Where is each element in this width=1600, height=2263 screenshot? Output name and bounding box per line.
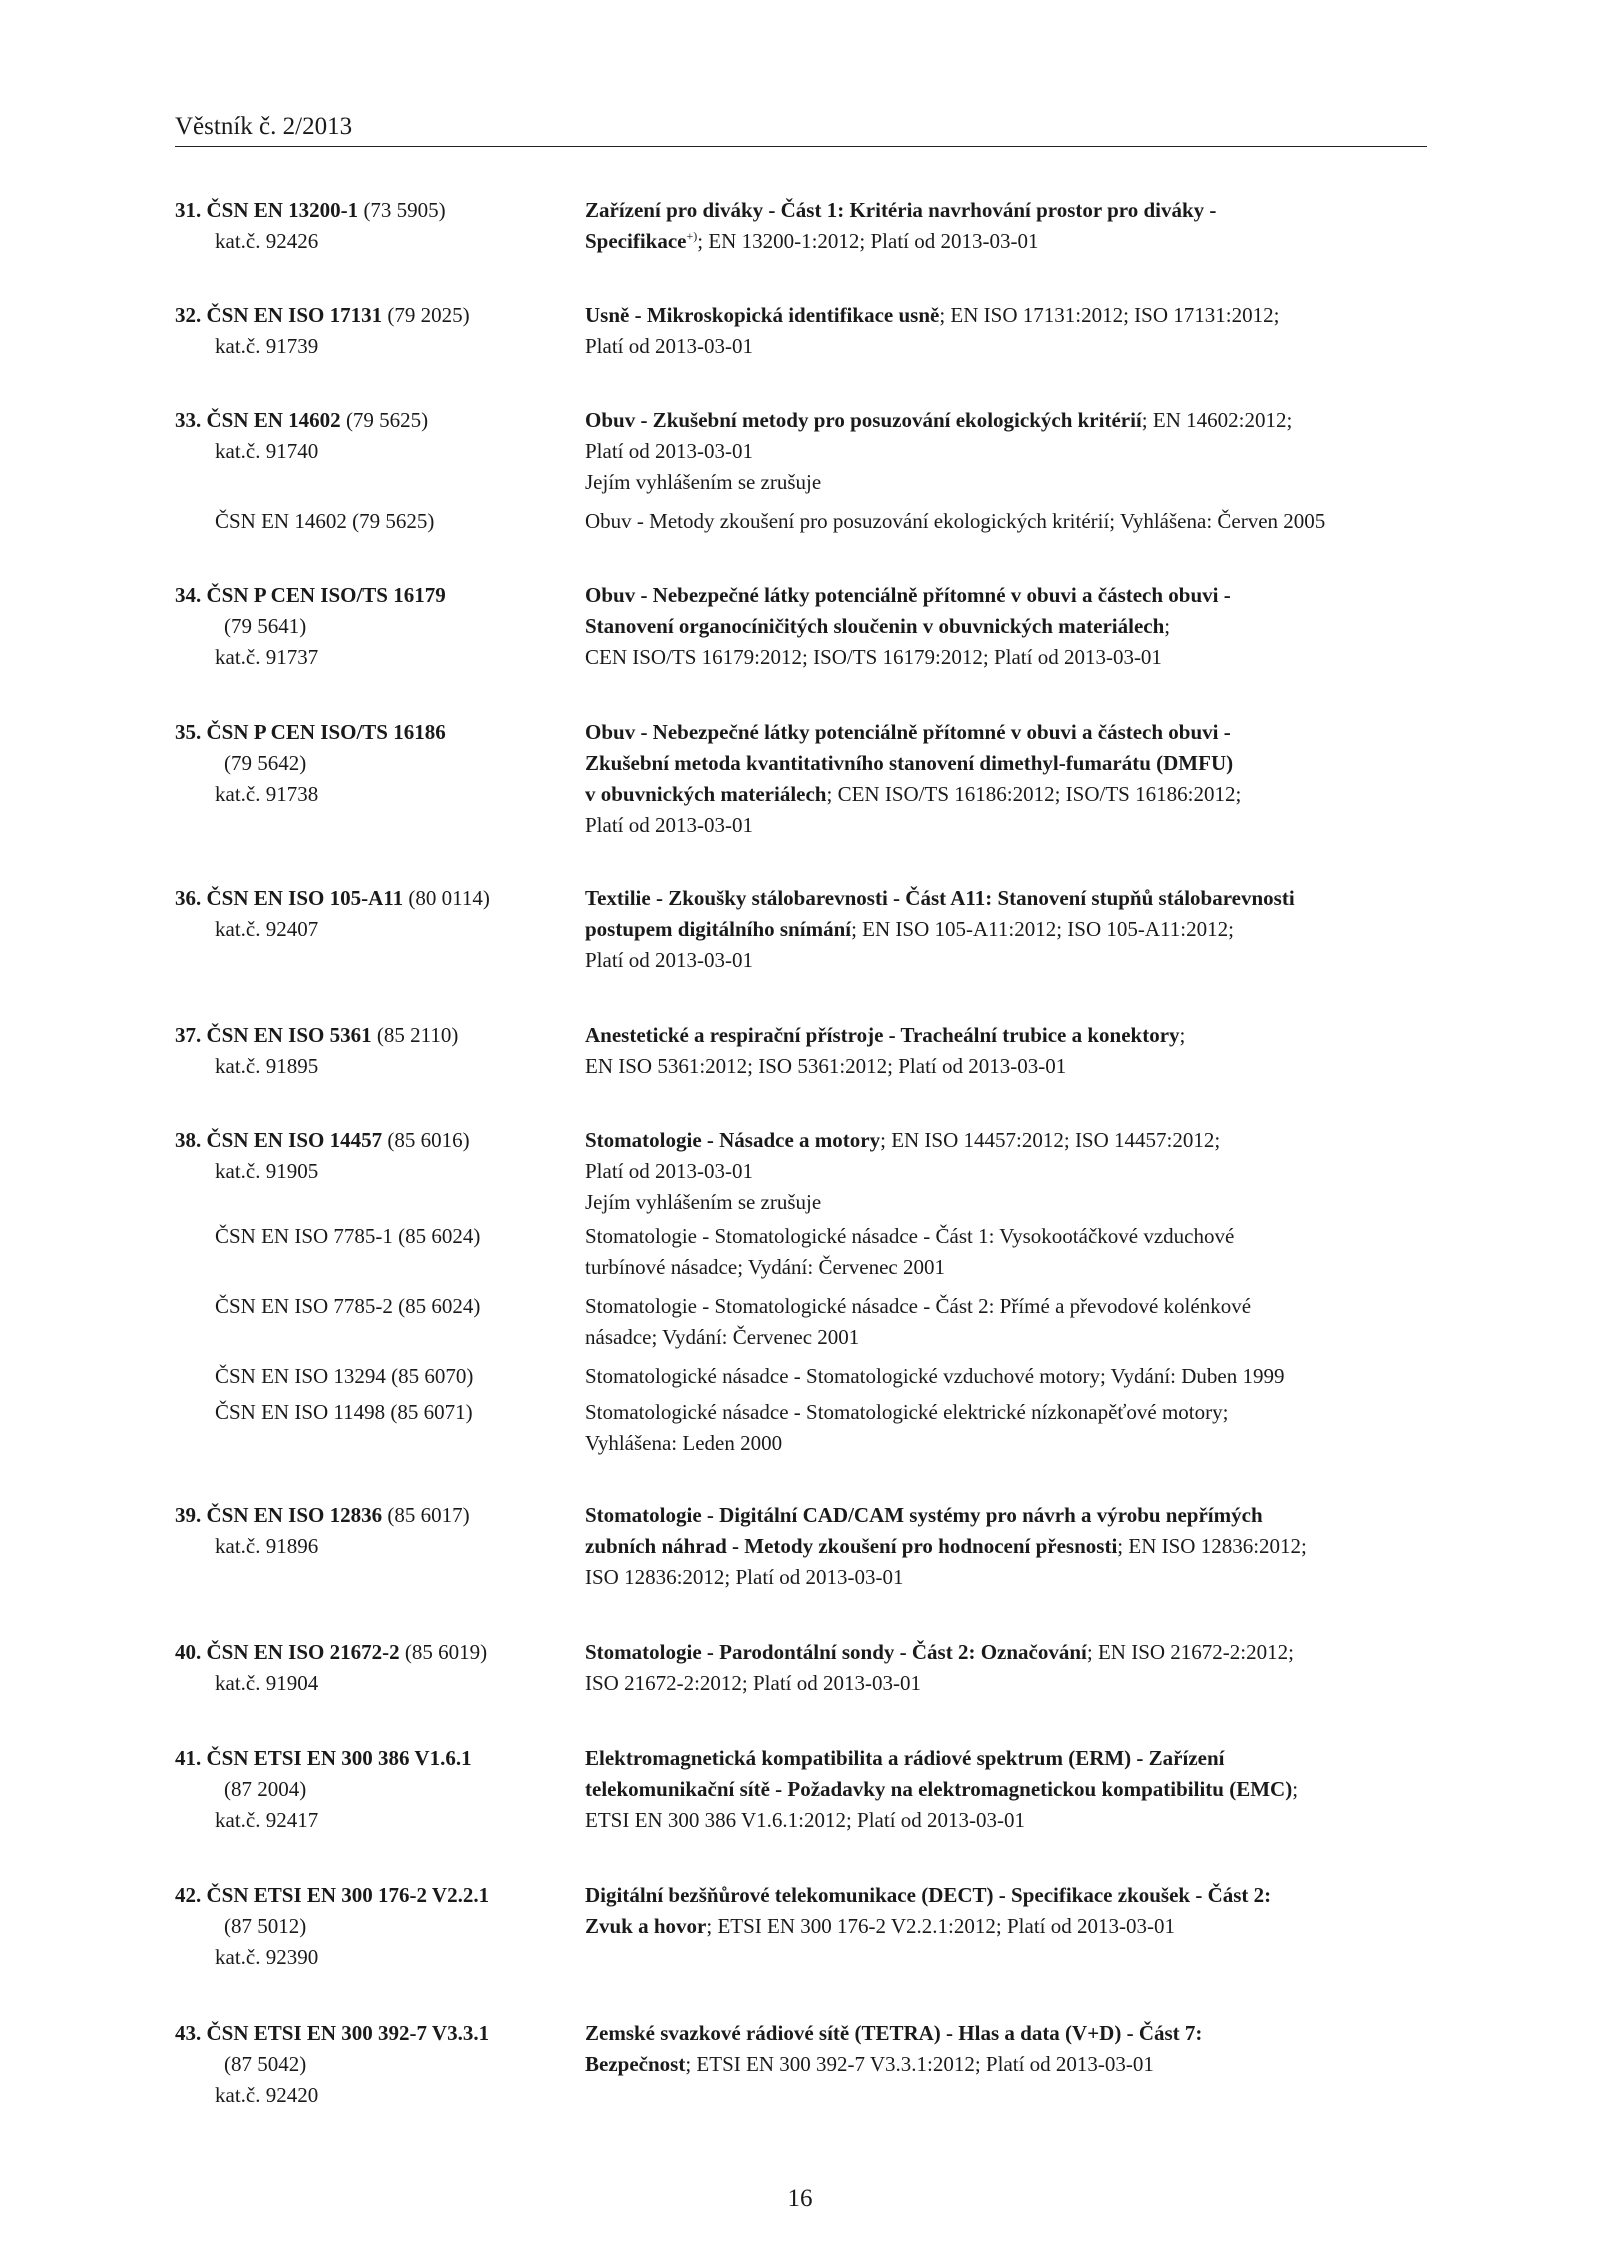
footnote-mark: +) bbox=[686, 229, 698, 243]
class-number: (87 5042) bbox=[224, 2052, 307, 2076]
standard-title: Elektromagnetická kompatibilita a rádiové spektrum (ERM) - Zařízení bbox=[585, 1746, 1225, 1770]
class-number: (85 6019) bbox=[404, 1640, 488, 1664]
standard-title: postupem digitálního snímání bbox=[585, 917, 852, 941]
validity: Platí od 2013-03-01 bbox=[585, 334, 753, 358]
standard-code: ČSN ETSI EN 300 392-7 V3.3.1 bbox=[206, 2021, 490, 2045]
standard-title: telekomunikační sítě - Požadavky na elektromagnetickou kompatibilitu (EMC) bbox=[585, 1777, 1293, 1801]
standard-details: ; bbox=[1292, 1777, 1299, 1801]
entry-number: 43. bbox=[175, 2021, 202, 2045]
standard-code: ČSN EN ISO 21672-2 bbox=[206, 1640, 400, 1664]
standard-details: ; EN ISO 14457:2012; ISO 14457:2012; bbox=[880, 1128, 1221, 1152]
page-header bbox=[175, 110, 1427, 147]
standard-code: ČSN ETSI EN 300 386 V1.6.1 bbox=[206, 1746, 472, 1770]
entry-number: 38. bbox=[175, 1128, 202, 1152]
standard-code: ČSN EN ISO 12836 bbox=[206, 1503, 383, 1527]
standard-title: Zvuk a hovor bbox=[585, 1914, 707, 1938]
standard-title: Specifikace bbox=[585, 229, 687, 253]
entry-number: 32. bbox=[175, 303, 202, 327]
standard-details: EN ISO 5361:2012; ISO 5361:2012; Platí od 2013-03-01 bbox=[585, 1054, 1067, 1078]
standard-details: ; CEN ISO/TS 16186:2012; ISO/TS 16186:2012; bbox=[826, 782, 1242, 806]
catalog-number: kat.č. 91737 bbox=[215, 645, 319, 669]
standard-details: ; bbox=[1179, 1023, 1186, 1047]
standard-details: ; EN ISO 12836:2012; bbox=[1117, 1534, 1307, 1558]
standard-code: ČSN EN ISO 105-A11 bbox=[206, 886, 404, 910]
entry-number: 42. bbox=[175, 1883, 202, 1907]
catalog-number: kat.č. 92390 bbox=[215, 1945, 319, 1969]
entry-number: 34. bbox=[175, 583, 202, 607]
validity: Platí od 2013-03-01 bbox=[585, 813, 753, 837]
replaced-title: Stomatologie - Stomatologické násadce - Část 1: Vysokootáčkové vzduchové bbox=[585, 1224, 1235, 1248]
standard-title: Obuv - Nebezpečné látky potenciálně přítomné v obuvi a částech obuvi - bbox=[585, 583, 1231, 607]
standard-title: Zemské svazkové rádiové sítě (TETRA) - Hlas a data (V+D) - Část 7: bbox=[585, 2021, 1203, 2045]
standard-details: ISO 12836:2012; Platí od 2013-03-01 bbox=[585, 1565, 904, 1589]
standard-code: ČSN EN 14602 bbox=[206, 408, 341, 432]
standard-title: Stanovení organocíničitých sloučenin v obuvnických materiálech bbox=[585, 614, 1165, 638]
entry-number: 36. bbox=[175, 886, 202, 910]
standard-title: Bezpečnost bbox=[585, 2052, 686, 2076]
replaced-code: ČSN EN 14602 (79 5625) bbox=[215, 509, 435, 533]
catalog-number: kat.č. 91740 bbox=[215, 439, 319, 463]
class-number: (85 6016) bbox=[387, 1128, 470, 1152]
replaced-code: ČSN EN ISO 11498 (85 6071) bbox=[215, 1400, 473, 1424]
standard-code: ČSN EN ISO 14457 bbox=[206, 1128, 383, 1152]
catalog-number: kat.č. 91738 bbox=[215, 782, 319, 806]
entry-number: 39. bbox=[175, 1503, 202, 1527]
catalog-number: kat.č. 91896 bbox=[215, 1534, 319, 1558]
replaced-title: Stomatologické násadce - Stomatologické vzduchové motory; Vydání: Duben 1999 bbox=[585, 1364, 1285, 1388]
standard-title: Anestetické a respirační přístroje - Tracheální trubice a konektory bbox=[585, 1023, 1180, 1047]
catalog-number: kat.č. 91904 bbox=[215, 1671, 319, 1695]
standard-code: ČSN EN ISO 17131 bbox=[206, 303, 383, 327]
validity: Platí od 2013-03-01 bbox=[585, 439, 753, 463]
entry-number: 31. bbox=[175, 198, 202, 222]
page-number: 16 bbox=[787, 2185, 813, 2212]
replaced-code: ČSN EN ISO 13294 (85 6070) bbox=[215, 1364, 474, 1388]
validity: Platí od 2013-03-01 bbox=[585, 1159, 753, 1183]
standard-title: Digitální bezšňůrové telekomunikace (DECT) - Specifikace zkoušek - Část 2: bbox=[585, 1883, 1272, 1907]
replaced-code: ČSN EN ISO 7785-1 (85 6024) bbox=[215, 1224, 481, 1248]
replaced-title: Stomatologie - Stomatologické násadce - Část 2: Přímé a převodové kolénkové bbox=[585, 1294, 1252, 1318]
entry-number: 40. bbox=[175, 1640, 202, 1664]
standard-details: ; EN ISO 17131:2012; ISO 17131:2012; bbox=[939, 303, 1280, 327]
entry-number: 35. bbox=[175, 720, 202, 744]
standard-title: Usně - Mikroskopická identifikace usně bbox=[585, 303, 940, 327]
standard-details: ; EN 14602:2012; bbox=[1141, 408, 1293, 432]
standard-code: ČSN P CEN ISO/TS 16179 bbox=[206, 583, 446, 607]
standard-details: ; EN 13200-1:2012; Platí od 2013-03-01 bbox=[697, 229, 1039, 253]
standard-details: ; EN ISO 105-A11:2012; ISO 105-A11:2012; bbox=[851, 917, 1234, 941]
entry-number: 37. bbox=[175, 1023, 202, 1047]
standard-code: ČSN EN ISO 5361 bbox=[206, 1023, 372, 1047]
replaced-title: Vyhlášena: Leden 2000 bbox=[585, 1431, 783, 1455]
standard-title: Textilie - Zkoušky stálobarevnosti - Část A11: Stanovení stupňů stálobarevnosti bbox=[585, 886, 1295, 910]
class-number: (87 2004) bbox=[224, 1777, 307, 1801]
standard-title: Zkušební metoda kvantitativního stanovení dimethyl-fumarátu (DMFU) bbox=[585, 751, 1234, 775]
class-number: (87 5012) bbox=[224, 1914, 307, 1938]
class-number: (73 5905) bbox=[363, 198, 446, 222]
catalog-number: kat.č. 91739 bbox=[215, 334, 319, 358]
standard-title: v obuvnických materiálech bbox=[585, 782, 827, 806]
class-number: (85 2110) bbox=[376, 1023, 459, 1047]
standard-details: ISO 21672-2:2012; Platí od 2013-03-01 bbox=[585, 1671, 921, 1695]
standard-details: ; ETSI EN 300 392-7 V3.3.1:2012; Platí od 2013-03-01 bbox=[685, 2052, 1154, 2076]
standard-details: ; EN ISO 21672-2:2012; bbox=[1086, 1640, 1294, 1664]
catalog-number: kat.č. 92426 bbox=[215, 229, 319, 253]
replaces-note: Jejím vyhlášením se zrušuje bbox=[585, 470, 822, 494]
standard-code: ČSN EN 13200-1 bbox=[206, 198, 359, 222]
standard-details: ETSI EN 300 386 V1.6.1:2012; Platí od 2013-03-01 bbox=[585, 1808, 1026, 1832]
standard-details: ; ETSI EN 300 176-2 V2.2.1:2012; Platí od 2013-03-01 bbox=[706, 1914, 1175, 1938]
replaced-code: ČSN EN ISO 7785-2 (85 6024) bbox=[215, 1294, 481, 1318]
standard-title: Stomatologie - Násadce a motory bbox=[585, 1128, 881, 1152]
class-number: (79 5641) bbox=[224, 614, 307, 638]
class-number: (85 6017) bbox=[387, 1503, 470, 1527]
standard-details: CEN ISO/TS 16179:2012; ISO/TS 16179:2012; Platí od 2013-03-01 bbox=[585, 645, 1162, 669]
entry-number: 33. bbox=[175, 408, 202, 432]
class-number: (79 5625) bbox=[345, 408, 429, 432]
replaces-note: Jejím vyhlášením se zrušuje bbox=[585, 1190, 822, 1214]
catalog-number: kat.č. 91895 bbox=[215, 1054, 319, 1078]
standard-details: ; bbox=[1164, 614, 1171, 638]
entry-number: 41. bbox=[175, 1746, 202, 1770]
class-number: (79 5642) bbox=[224, 751, 307, 775]
standard-title: Zařízení pro diváky - Část 1: Kritéria navrhování prostor pro diváky - bbox=[585, 198, 1217, 222]
standard-title: Stomatologie - Digitální CAD/CAM systémy pro návrh a výrobu nepřímých bbox=[585, 1503, 1263, 1527]
replaced-title: násadce; Vydání: Červenec 2001 bbox=[585, 1325, 860, 1349]
replaced-title: Stomatologické násadce - Stomatologické elektrické nízkonapěťové motory; bbox=[585, 1400, 1229, 1424]
standard-title: zubních náhrad - Metody zkoušení pro hodnocení přesnosti bbox=[585, 1534, 1118, 1558]
class-number: (79 2025) bbox=[387, 303, 470, 327]
catalog-number: kat.č. 92407 bbox=[215, 917, 319, 941]
standard-code: ČSN ETSI EN 300 176-2 V2.2.1 bbox=[206, 1883, 490, 1907]
standard-title: Obuv - Nebezpečné látky potenciálně přítomné v obuvi a částech obuvi - bbox=[585, 720, 1231, 744]
bulletin-title: Věstník č. 2/2013 bbox=[175, 113, 353, 140]
validity: Platí od 2013-03-01 bbox=[585, 948, 753, 972]
standard-code: ČSN P CEN ISO/TS 16186 bbox=[206, 720, 446, 744]
standard-title: Obuv - Zkušební metody pro posuzování ekologických kritérií bbox=[585, 408, 1142, 432]
replaced-title: turbínové násadce; Vydání: Červenec 2001 bbox=[585, 1255, 946, 1279]
standard-title: Stomatologie - Parodontální sondy - Část 2: Označování bbox=[585, 1640, 1087, 1664]
catalog-number: kat.č. 92417 bbox=[215, 1808, 319, 1832]
catalog-number: kat.č. 91905 bbox=[215, 1159, 319, 1183]
class-number: (80 0114) bbox=[408, 886, 490, 910]
catalog-number: kat.č. 92420 bbox=[215, 2083, 319, 2107]
replaced-title: Obuv - Metody zkoušení pro posuzování ekologických kritérií; Vyhlášena: Červen 2005 bbox=[585, 509, 1326, 533]
